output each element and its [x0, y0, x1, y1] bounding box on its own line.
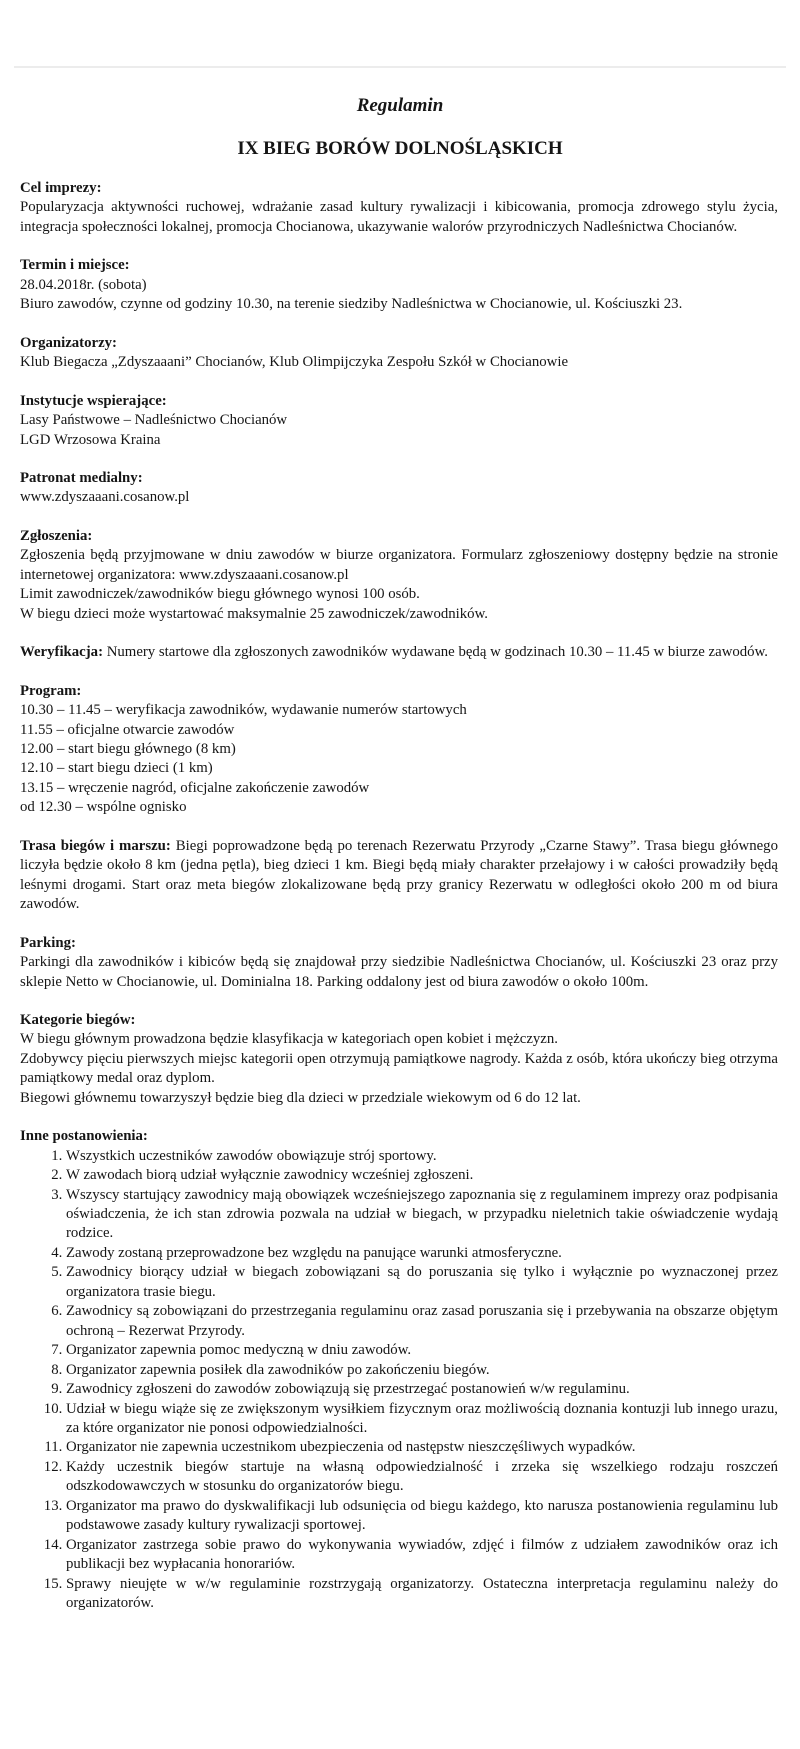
section-heading-inne: Inne postanowienia: — [20, 1128, 148, 1145]
program-line: 10.30 – 11.45 – weryfikacja zawodników, wydawanie numerów startowych — [20, 702, 467, 719]
regulation-item: 2. W zawodach biorą udział wyłącznie zawodnicy wcześniej zgłoszeni. — [66, 1166, 778, 1185]
regulations-list — [20, 1147, 778, 1614]
regulation-item: 3. Wszyscy startujący zawodnicy mają obowiązek wcześniejszego zapoznania się z regulaminem imprezy oraz podpisania oświadczenia, że ich stan zdrowia pozwala na udział w biegach, w przypadku nieletnich takie oświadczenie wydają rodzice. — [66, 1186, 778, 1244]
section-trasa-biegow — [20, 837, 778, 915]
event-title: IX BIEG BORÓW DOLNOŚLĄSKICH — [237, 138, 563, 159]
section-heading-cel: Cel imprezy: — [20, 180, 102, 196]
regulation-item: 15. Sprawy nieujęte w w/w regulaminie rozstrzygają organizatorzy. Ostateczna interpretacja regulaminu należy do organizatorów. — [66, 1575, 778, 1614]
paragraph-cel: Popularyzacja aktywności ruchowej, wdrażanie zasad kultury rywalizacji i kibicowania, promocja zdrowego stylu życia, integracja społeczności lokalnej, promocja Chocianowa, ukazywanie walorów przyrodniczych Nadleśnictwa Chocianów. — [20, 199, 778, 235]
regulation-item: 12. Każdy uczestnik biegów startuje na własną odpowiedzialność i zrzeka się wszelkiego rodzaju roszczeń odszkodowawczych w stosunku do organizatorów biegu. — [66, 1458, 778, 1497]
section-weryfikacja — [20, 643, 778, 662]
paragraph-zgloszenia-formularz: Zgłoszenia będą przyjmowane w dniu zawodów w biurze organizatora. Formularz zgłoszeniowy dostępny będzie na stronie internetowej organizatora: www.zdyszaaani.cosanow.pl — [20, 547, 778, 583]
program-line: 13.15 – wręczenie nagród, oficjalne zakończenie zawodów — [20, 779, 370, 796]
weryfikacja-text: Numery startowe dla zgłoszonych zawodników wydawane będą w godzinach 10.30 – 11.45 w biurze zawodów. — [106, 644, 768, 661]
section-kategorie-biegow — [20, 1011, 778, 1108]
regulation-item: 8. Organizator zapewnia posiłek dla zawodników po zakończeniu biegów. — [66, 1361, 778, 1380]
weryfikacja-label: Weryfikacja: — [20, 644, 104, 661]
paragraph-zgloszenia-dzieci: W biegu dzieci może wystartować maksymalnie 25 zawodniczek/zawodników. — [20, 605, 488, 622]
regulation-item: 13. Organizator ma prawo do dyskwalifikacji lub odsunięcia od biegu każdego, kto narusza postanowienia regulaminu lub podstawowe zasady kultury rywalizacji sportowej. — [66, 1497, 778, 1536]
paragraph-organizatorzy: Klub Biegacza „Zdyszaaani” Chocianów, Klub Olimpijczyka Zespołu Szkół w Chocianowie — [20, 354, 569, 371]
paragraph-kategorie-dzieci: Biegowi głównemu towarzyszył będzie bieg dla dzieci w przedziale wiekowym od 6 do 12 lat. — [20, 1089, 581, 1106]
section-instytucje-wspierajace — [20, 392, 778, 450]
page-top-divider — [14, 66, 786, 68]
section-heading-patronat: Patronat medialny: — [20, 469, 143, 486]
paragraph-termin-biuro: Biuro zawodów, czynne od godziny 10.30, na terenie siedziby Nadleśnictwa w Chocianowie, ul. Kościuszki 23. — [20, 296, 683, 313]
section-heading-instytucje: Instytucje wspierające: — [20, 392, 167, 409]
paragraph-instytucje-lgd: LGD Wrzosowa Kraina — [20, 431, 161, 448]
section-heading-program: Program: — [20, 682, 82, 699]
section-organizatorzy — [20, 334, 778, 373]
paragraph-kategorie-klasyfikacja: W biegu głównym prowadzona będzie klasyfikacja w kategoriach open kobiet i mężczyzn. — [20, 1031, 558, 1048]
section-heading-organizatorzy: Organizatorzy: — [20, 334, 117, 351]
regulation-item: 1. Wszystkich uczestników zawodów obowiązuje strój sportowy. — [66, 1147, 778, 1166]
section-program — [20, 682, 778, 818]
regulation-item: 10. Udział w biegu wiąże się ze zwiększonym wysiłkiem fizycznym oraz możliwością doznania kontuzji lub innego urazu, za które organizator nie ponosi odpowiedzialności. — [66, 1400, 778, 1439]
paragraph-kategorie-nagrody: Zdobywcy pięciu pierwszych miejsc kategorii open otrzymują pamiątkowe nagrody. Każda z osób, która ukończy bieg otrzyma pamiątkowy medal oraz dyplom. — [20, 1050, 778, 1087]
paragraph-instytucje-lasy: Lasy Państwowe – Nadleśnictwo Chocianów — [20, 412, 288, 429]
section-zgloszenia — [20, 527, 778, 624]
document-body — [20, 179, 778, 1614]
regulation-item: 14. Organizator zastrzega sobie prawo do wykonywania wywiadów, zdjęć i filmów z udziałem zawodników oraz ich publikacji bez wypłacania honorariów. — [66, 1536, 778, 1575]
section-heading-zgloszenia: Zgłoszenia: — [20, 527, 93, 544]
regulation-item: 6. Zawodnicy są zobowiązani do przestrzegania regulaminu oraz zasad poruszania się i przebywania na obszarze objętym ochroną – Rezerwat Przyrody. — [66, 1302, 778, 1341]
trasa-label: Trasa biegów i marszu: — [20, 837, 171, 854]
program-line: od 12.30 – wspólne ognisko — [20, 799, 187, 816]
program-schedule — [20, 701, 778, 818]
paragraph-weryfikacja — [20, 643, 778, 662]
section-patronat-medialny — [20, 469, 778, 508]
paragraph-trasa — [20, 837, 778, 915]
paragraph-parking: Parkingi dla zawodników i kibiców będą się znajdował przy siedzibie Nadleśnictwa Chocianów, ul. Kościuszki 23 oraz przy sklepie Netto w Chocianowie, ul. Dominialna 18. Parking oddalony jest od biura zawodów o około 100m. — [20, 954, 778, 990]
section-heading-termin: Termin i miejsce: — [20, 257, 130, 274]
section-parking — [20, 934, 778, 992]
regulation-item: 7. Organizator zapewnia pomoc medyczną w dniu zawodów. — [66, 1341, 778, 1360]
paragraph-patronat-url: www.zdyszaaani.cosanow.pl — [20, 489, 190, 506]
section-termin-i-miejsce — [20, 256, 778, 314]
regulation-item: 5. Zawodnicy biorący udział w biegach zobowiązani są do poruszania się tylko i wyłącznie po wyznaczonej przez organizatora trasie biegu. — [66, 1263, 778, 1302]
regulation-item: 11. Organizator nie zapewnia uczestnikom ubezpieczenia od następstw nieszczęśliwych wypadków. — [66, 1438, 778, 1457]
paragraph-termin-data: 28.04.2018r. (sobota) — [20, 276, 147, 293]
section-inne-postanowienia — [20, 1127, 778, 1613]
paragraph-zgloszenia-limit: Limit zawodniczek/zawodników biegu głównego wynosi 100 osób. — [20, 586, 420, 603]
trasa-text: Biegi poprowadzone będą po terenach Rezerwatu Przyrody „Czarne Stawy”. Trasa biegu głównego liczyła będzie około 8 km (jedna pętla), bieg dzieci 1 km. Biegi będą miały charakter przełajowy i w całości prowadziły będą leśnymi drogami. Start oraz meta biegów zlokalizowane będą przy granicy Rezerwatu w odległości około 200 m od biura zawodów. — [20, 837, 778, 913]
regulation-item: 9. Zawodnicy zgłoszeni do zawodów zobowiązują się przestrzegać postanowień w/w regulaminu. — [66, 1380, 778, 1399]
program-line: 12.10 – start biegu dzieci (1 km) — [20, 760, 213, 777]
section-cel-imprezy — [20, 179, 778, 237]
regulation-item: 4. Zawody zostaną przeprowadzone bez względu na panujące warunki atmosferyczne. — [66, 1244, 778, 1263]
document-page — [0, 66, 800, 1614]
document-title: Regulamin — [356, 95, 444, 116]
program-line: 11.55 – oficjalne otwarcie zawodów — [20, 721, 235, 738]
section-heading-kategorie: Kategorie biegów: — [20, 1011, 136, 1028]
program-line: 12.00 – start biegu głównego (8 km) — [20, 740, 236, 757]
section-heading-parking: Parking: — [20, 934, 76, 951]
